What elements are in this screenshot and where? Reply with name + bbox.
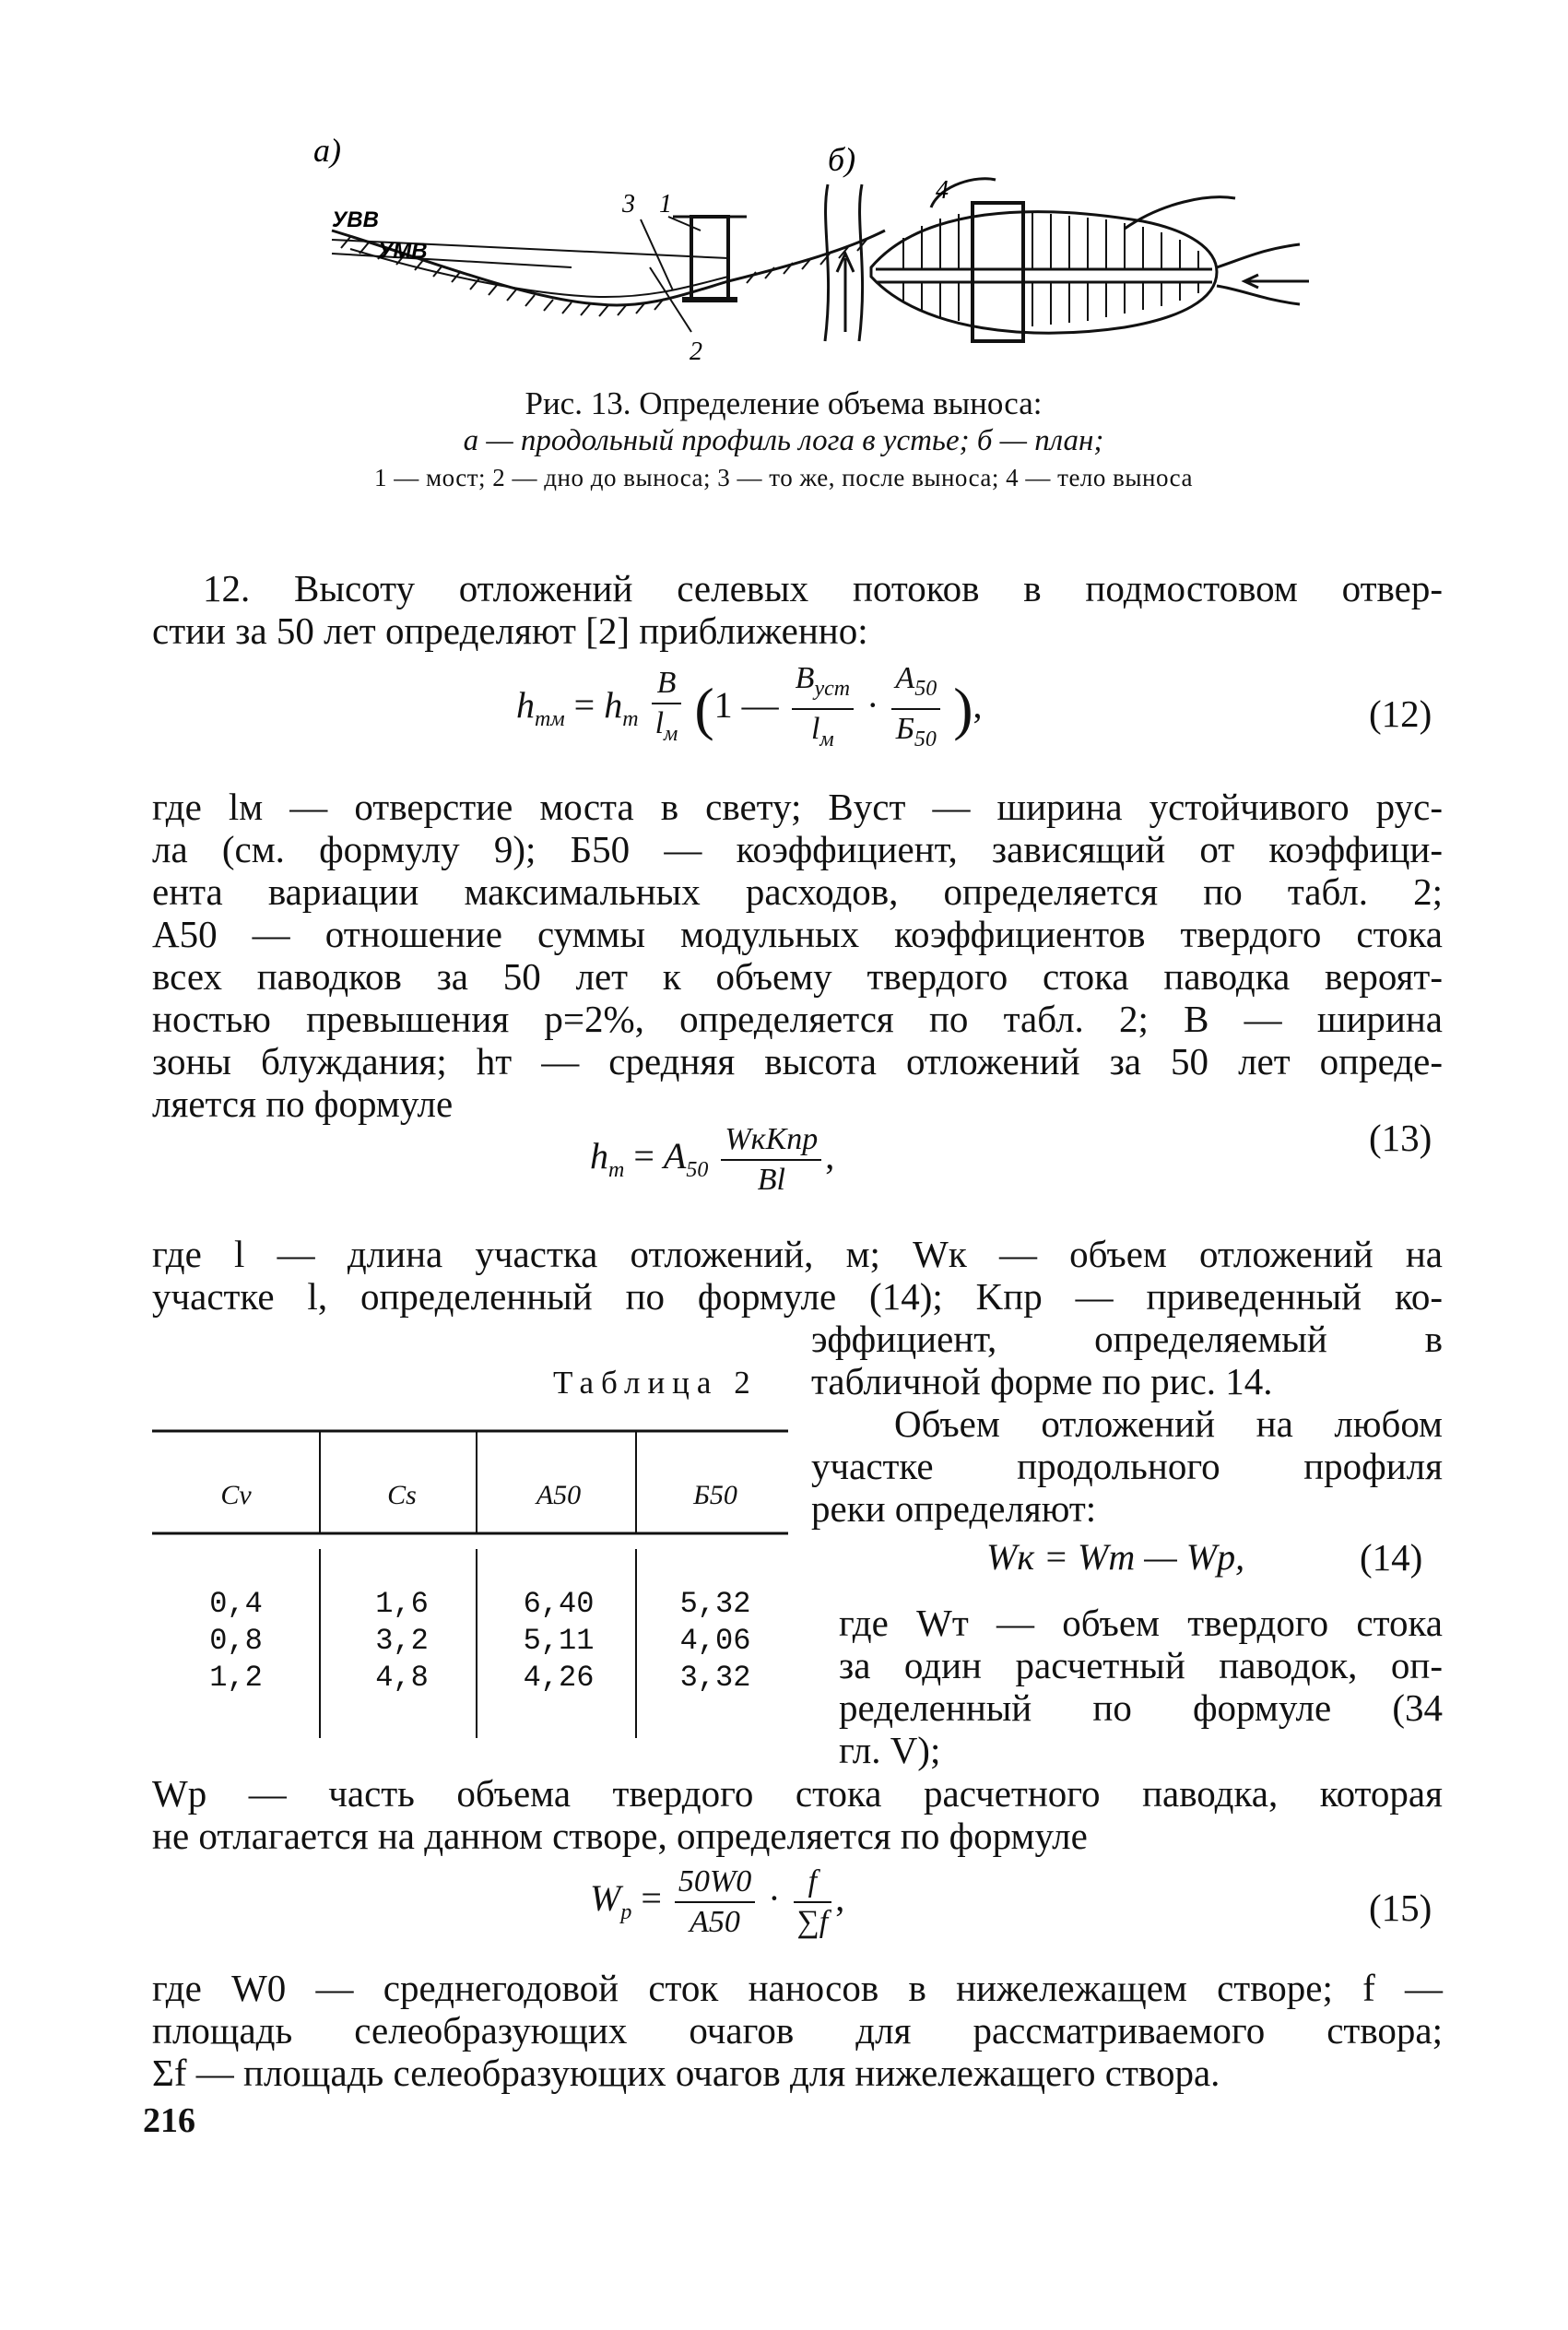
text-line: ределенный по формуле (34	[839, 1686, 1443, 1729]
plan-drawing	[825, 179, 1309, 341]
callout-3: 3	[622, 190, 635, 219]
text-line: площадь селеобразующих очагов для рассматриваемого створа;	[152, 2009, 1443, 2052]
page-number: 216	[143, 2101, 195, 2140]
text-line: ляется по формуле	[152, 1082, 454, 1125]
text-line: где W0 — среднегодовой сток наносов в нижележащем створе; f —	[152, 1967, 1443, 2009]
text-line: ла (см. формулу 9); Б50 — коэффициент, зависящий от коэффици-	[152, 828, 1443, 870]
text-line: стии за 50 лет определяют [2] приближенно:	[152, 609, 868, 652]
table-2	[152, 1411, 788, 1743]
panel-b-label: б)	[828, 141, 856, 178]
right-column-paragraph-cont	[811, 1445, 1443, 1530]
callout-1: 1	[659, 190, 672, 219]
table-column-b50: 5,32 4,06 3,32	[679, 1587, 751, 1695]
equation-15-number: (15)	[1369, 1886, 1432, 1929]
text-line: ностью превышения p=2%, определяется по табл. 2; B — ширина	[152, 998, 1443, 1040]
wp-paragraph	[152, 1772, 1443, 1857]
text-line: ента вариации максимальных расходов, определяется по табл. 2;	[152, 870, 1443, 913]
right-column-text-top	[811, 1318, 1443, 1402]
equation-15: $W_р$ = $\frac{50W0}{A50}$ · $\frac{f}{\sum f}$ ,	[590, 1864, 845, 1939]
callout-2: 2	[690, 337, 702, 366]
panel-a-label: а)	[313, 132, 341, 169]
text-line: всех паводков за 50 лет к объему твердого стока паводка вероят-	[152, 955, 1443, 998]
text-line: за один расчетный паводок, оп-	[839, 1644, 1443, 1686]
text-line: реки определяют:	[811, 1487, 1097, 1530]
text-line: где l — длина участка отложений, м; Wк — объем отложений на	[152, 1233, 1443, 1275]
right-column-paragraph	[894, 1402, 1443, 1445]
equation-13: $h_т = A_{50}$ $\frac{\text{WкKпр}}{Bl}$ ,	[590, 1122, 835, 1197]
figure-caption-line2: а — продольный профиль лога в устье; б — план;	[463, 424, 1104, 457]
equation-14-number: (14)	[1360, 1536, 1423, 1579]
text-line: 12. Высоту отложений селевых потоков в подмостовом отвер-	[203, 567, 1443, 609]
table-2-title: Таблица 2	[553, 1365, 758, 1401]
table-header-b50: Б50	[693, 1480, 737, 1510]
equation-14: Wк = Wт — Wр,	[986, 1536, 1245, 1578]
table-column-cv: 0,4 0,8 1,2	[209, 1587, 263, 1695]
where-paragraph-1	[152, 786, 1443, 1125]
text-line: не отлагается на данном створе, определяется по формуле	[152, 1815, 1088, 1857]
text-line: табличной форме по рис. 14.	[811, 1360, 1273, 1402]
equation-12-number: (12)	[1369, 692, 1432, 735]
right-column-text-bottom	[839, 1602, 1443, 1771]
text-line: A50 — отношение суммы модульных коэффициентов твердого стока	[152, 913, 1443, 955]
text-line: гл. V);	[839, 1729, 941, 1771]
text-line: участке продольного профиля	[811, 1445, 1443, 1487]
text-line: Объем отложений на любом	[894, 1402, 1443, 1445]
where-paragraph-3	[152, 1967, 1443, 2094]
figure-13	[295, 120, 1318, 387]
text-line: где Wт — объем твердого стока	[839, 1602, 1443, 1644]
text-line: Wр — часть объема твердого стока расчетного паводка, которая	[152, 1772, 1443, 1815]
text-line: зоны блуждания; hт — средняя высота отложений за 50 лет опреде-	[152, 1040, 1443, 1082]
section-12-intro-cont	[152, 609, 1443, 652]
figure-caption-title: Рис. 13. Определение объема выноса:	[525, 385, 1043, 421]
equation-13-number: (13)	[1369, 1117, 1432, 1159]
text-line: участке l, определенный по формуле (14); Kпр — приведенный ко-	[152, 1275, 1443, 1318]
section-12-intro	[203, 567, 1443, 609]
uvv-label: УВВ	[332, 207, 379, 232]
text-line: где lм — отверстие моста в свету; Bуст — ширина устойчивого рус-	[152, 786, 1443, 828]
table-column-cs: 1,6 3,2 4,8	[375, 1587, 429, 1695]
longitudinal-profile-drawing	[332, 217, 885, 332]
table-header-cv: Cv	[220, 1480, 252, 1510]
text-line: эффициент, определяемый в	[811, 1318, 1443, 1360]
figure-caption-line3: 1 — мост; 2 — дно до выноса; 3 — то же, после выноса; 4 — тело выноса	[374, 464, 1193, 491]
table-column-a50: 6,40 5,11 4,26	[523, 1587, 595, 1695]
umv-label: УМВ	[378, 239, 428, 264]
text-line: Σf — площадь селеобразующих очагов для нижележащего створа.	[152, 2052, 1220, 2094]
where-paragraph-2	[152, 1233, 1443, 1318]
table-header-cs: Cs	[387, 1480, 417, 1510]
equation-12: $h_{тм} = h_т$ $\frac{B}{l_м}$ (1 — $\frac{B_{уст}}{l_м}$ · $\frac{A_{50}}{Б_{50}}$ ),	[516, 661, 983, 751]
table-header-a50: A50	[536, 1480, 582, 1510]
callout-4: 4	[936, 176, 949, 205]
